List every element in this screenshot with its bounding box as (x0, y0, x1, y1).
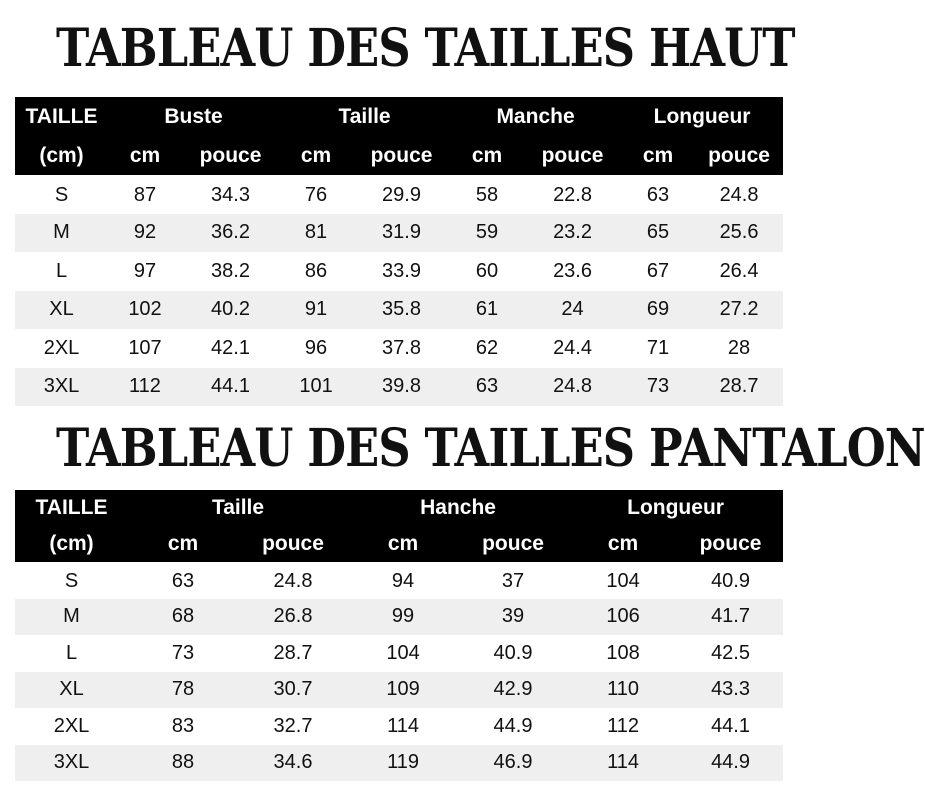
bottom-header-row-groups (15, 490, 783, 526)
value-cell: 114 (387, 714, 419, 737)
group-header-taille: Taille (279, 97, 450, 136)
unit-cm: cm (108, 136, 182, 175)
unit-cm: cm (568, 526, 678, 562)
value-cell: 38.2 (211, 259, 250, 282)
top-size-chart-title: TABLEAU DES TAILLES HAUT (56, 18, 795, 79)
size-cell: M (15, 214, 108, 253)
value-cell: 23.2 (524, 214, 621, 253)
value-cell: 112 (108, 368, 182, 407)
value-cell: 39.8 (353, 368, 450, 407)
group-header-buste: Buste (108, 97, 279, 136)
value-cell: 37 (501, 569, 525, 592)
table-row (15, 368, 783, 407)
size-cell: 2XL (43, 336, 80, 359)
value-cell: 61 (450, 291, 524, 330)
value-cell: 60 (475, 259, 499, 282)
unit-cm: cm (128, 526, 238, 562)
value-cell: 34.6 (238, 745, 348, 782)
unit-pouce: pouce (695, 136, 783, 175)
value-cell: 26.8 (238, 599, 348, 636)
value-cell: 24.8 (719, 183, 759, 206)
unit-pouce: pouce (678, 526, 783, 562)
table-row (15, 708, 783, 745)
value-cell: 112 (607, 714, 639, 737)
value-cell: 44.9 (678, 745, 783, 782)
value-cell: 42.5 (711, 641, 750, 664)
value-cell: 30.7 (238, 672, 348, 709)
value-cell: 69 (621, 291, 695, 330)
group-header-manche: Manche (450, 97, 621, 136)
size-cell: M (15, 599, 128, 636)
table-row (15, 175, 783, 214)
value-cell: 44.1 (711, 714, 750, 737)
value-cell: 104 (606, 569, 640, 592)
value-cell: 83 (171, 714, 195, 737)
value-cell: 73 (621, 368, 695, 407)
value-cell: 25.6 (695, 214, 783, 253)
table-row (15, 672, 783, 709)
value-cell: 26.4 (719, 259, 759, 282)
value-cell: 114 (568, 745, 678, 782)
value-cell: 109 (348, 672, 458, 709)
size-cell: XL (15, 291, 108, 330)
group-header-longueur: Longueur (568, 490, 783, 526)
table-row (15, 562, 783, 599)
unit-pouce: pouce (458, 526, 568, 562)
value-cell: 37.8 (382, 336, 421, 359)
size-cell: 3XL (15, 368, 108, 407)
value-cell: 81 (279, 214, 353, 253)
value-cell: 102 (108, 291, 182, 330)
value-cell: 42.9 (458, 672, 568, 709)
size-unit-label: (cm) (15, 526, 128, 562)
value-cell: 24.8 (273, 569, 313, 592)
unit-cm: cm (279, 136, 353, 175)
table-row (15, 291, 783, 330)
unit-pouce: pouce (524, 136, 621, 175)
table-row (15, 745, 783, 782)
table-row (15, 214, 783, 253)
table-row (15, 329, 783, 368)
value-cell: 44.9 (493, 714, 533, 737)
value-cell: 24.4 (553, 336, 592, 359)
value-cell: 71 (646, 336, 670, 359)
value-cell: 78 (128, 672, 238, 709)
value-cell: 34.3 (211, 183, 250, 206)
value-cell: 44.1 (182, 368, 279, 407)
value-cell: 86 (304, 259, 328, 282)
bottom-table-body (15, 562, 783, 781)
value-cell: 33.9 (382, 259, 421, 282)
value-cell: 41.7 (678, 599, 783, 636)
value-cell: 59 (450, 214, 524, 253)
size-column-label: TAILLE (15, 490, 128, 526)
size-cell: S (54, 183, 69, 206)
table-row (15, 635, 783, 672)
value-cell: 110 (568, 672, 678, 709)
value-cell: 107 (128, 336, 162, 359)
size-cell: L (55, 259, 68, 282)
value-cell: 29.9 (382, 183, 421, 206)
value-cell: 94 (391, 569, 415, 592)
value-cell: 24 (524, 291, 621, 330)
value-cell: 119 (348, 745, 458, 782)
value-cell: 104 (386, 641, 420, 664)
value-cell: 28.7 (273, 641, 313, 664)
value-cell: 88 (128, 745, 238, 782)
top-table-body (15, 175, 783, 406)
value-cell: 106 (568, 599, 678, 636)
value-cell: 87 (133, 183, 157, 206)
value-cell: 28.7 (695, 368, 783, 407)
value-cell: 108 (606, 641, 640, 664)
value-cell: 97 (133, 259, 157, 282)
value-cell: 68 (128, 599, 238, 636)
group-header-hanche: Hanche (348, 490, 568, 526)
value-cell: 43.3 (678, 672, 783, 709)
bottom-size-chart-title: TABLEAU DES TAILLES PANTALON (56, 418, 925, 479)
value-cell: 39 (458, 599, 568, 636)
value-cell: 58 (475, 183, 499, 206)
group-header-taille: Taille (128, 490, 348, 526)
unit-pouce: pouce (182, 136, 279, 175)
unit-pouce: pouce (238, 526, 348, 562)
value-cell: 67 (646, 259, 670, 282)
value-cell: 31.9 (353, 214, 450, 253)
value-cell: 65 (621, 214, 695, 253)
value-cell: 42.1 (211, 336, 250, 359)
value-cell: 101 (279, 368, 353, 407)
top-header-row-groups (15, 97, 783, 136)
value-cell: 99 (348, 599, 458, 636)
value-cell: 76 (304, 183, 328, 206)
value-cell: 40.2 (182, 291, 279, 330)
size-column-label: TAILLE (15, 97, 108, 136)
unit-cm: cm (621, 136, 695, 175)
size-cell: XL (15, 672, 128, 709)
value-cell: 40.9 (493, 641, 533, 664)
value-cell: 63 (171, 569, 195, 592)
unit-cm: cm (348, 526, 458, 562)
bottom-size-table (15, 490, 783, 781)
value-cell: 46.9 (458, 745, 568, 782)
size-cell: 3XL (15, 745, 128, 782)
top-size-table (15, 97, 783, 406)
size-unit-label: (cm) (15, 136, 108, 175)
value-cell: 91 (279, 291, 353, 330)
value-cell: 28 (727, 336, 751, 359)
value-cell: 92 (108, 214, 182, 253)
value-cell: 63 (646, 183, 670, 206)
top-header-row-units (15, 136, 783, 175)
value-cell: 27.2 (695, 291, 783, 330)
value-cell: 23.6 (553, 259, 592, 282)
value-cell: 35.8 (353, 291, 450, 330)
table-row (15, 252, 783, 291)
value-cell: 73 (171, 641, 195, 664)
value-cell: 32.7 (273, 714, 313, 737)
value-cell: 24.8 (524, 368, 621, 407)
value-cell: 63 (450, 368, 524, 407)
value-cell: 62 (475, 336, 499, 359)
unit-cm: cm (450, 136, 524, 175)
value-cell: 22.8 (553, 183, 592, 206)
unit-pouce: pouce (353, 136, 450, 175)
size-cell: 2XL (53, 714, 90, 737)
value-cell: 96 (304, 336, 328, 359)
table-row (15, 599, 783, 636)
size-cell: S (64, 569, 79, 592)
group-header-longueur: Longueur (621, 97, 783, 136)
bottom-header-row-units (15, 526, 783, 562)
value-cell: 36.2 (182, 214, 279, 253)
value-cell: 40.9 (711, 569, 750, 592)
size-cell: L (65, 641, 78, 664)
